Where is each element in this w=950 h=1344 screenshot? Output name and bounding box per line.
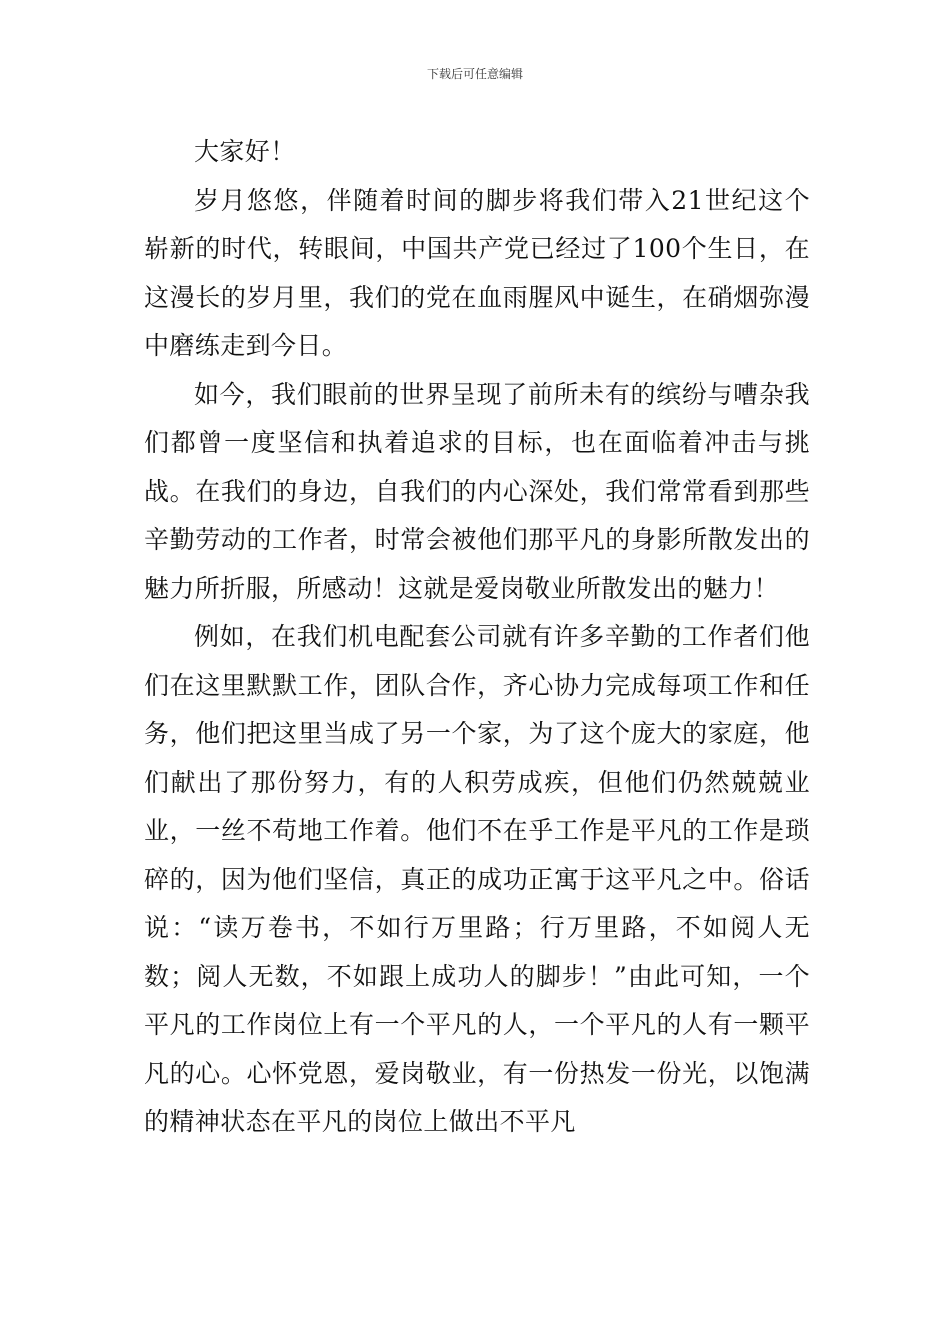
document-body [144,128,810,1147]
paragraph-2: 如今，我们眼前的世界呈现了前所未有的缤纷与嘈杂我们都曾一度坚信和执着追求的目标，也在面临着冲击与挑战。在我们的身边，自我们的内心深处，我们常常看到那些辛勤劳动的工作者，时常会被他们那平凡的身影所散发出的魅力所折服，所感动！这就是爱岗敬业所散发出的魅力！ [144,379,810,603]
page-header-note: 下载后可任意编辑 [426,67,523,81]
paragraph-1: 岁月悠悠，伴随着时间的脚步将我们带入21世纪这个崭新的时代，转眼间，中国共产党已经过了100个生日，在这漫长的岁月里，我们的党在血雨腥风中诞生，在硝烟弥漫中磨练走到今日。 [144,185,810,360]
paragraph-greeting: 大家好！ [194,137,296,166]
paragraph-3: 例如，在我们机电配套公司就有许多辛勤的工作者们他们在这里默默工作，团队合作，齐心协力完成每项工作和任务，他们把这里当成了另一个家，为了这个庞大的家庭，他们献出了那份努力，有的人积劳成疾，但他们仍然兢兢业业，一丝不苟地工作着。他们不在乎工作是平凡的工作是琐碎的，因为他们坚信，真正的成功正寓于这平凡之中。俗话说：“读万卷书，不如行万里路；行万里路，不如阅人无数；阅人无数，不如跟上成功人的脚步！”由此可知，一个平凡的工作岗位上有一个平凡的人，一个平凡的人有一颗平凡的心。心怀党恩，爱岗敬业，有一份热发一份光，以饱满的精神状态在平凡的岗位上做出不平凡 [144,622,810,1136]
